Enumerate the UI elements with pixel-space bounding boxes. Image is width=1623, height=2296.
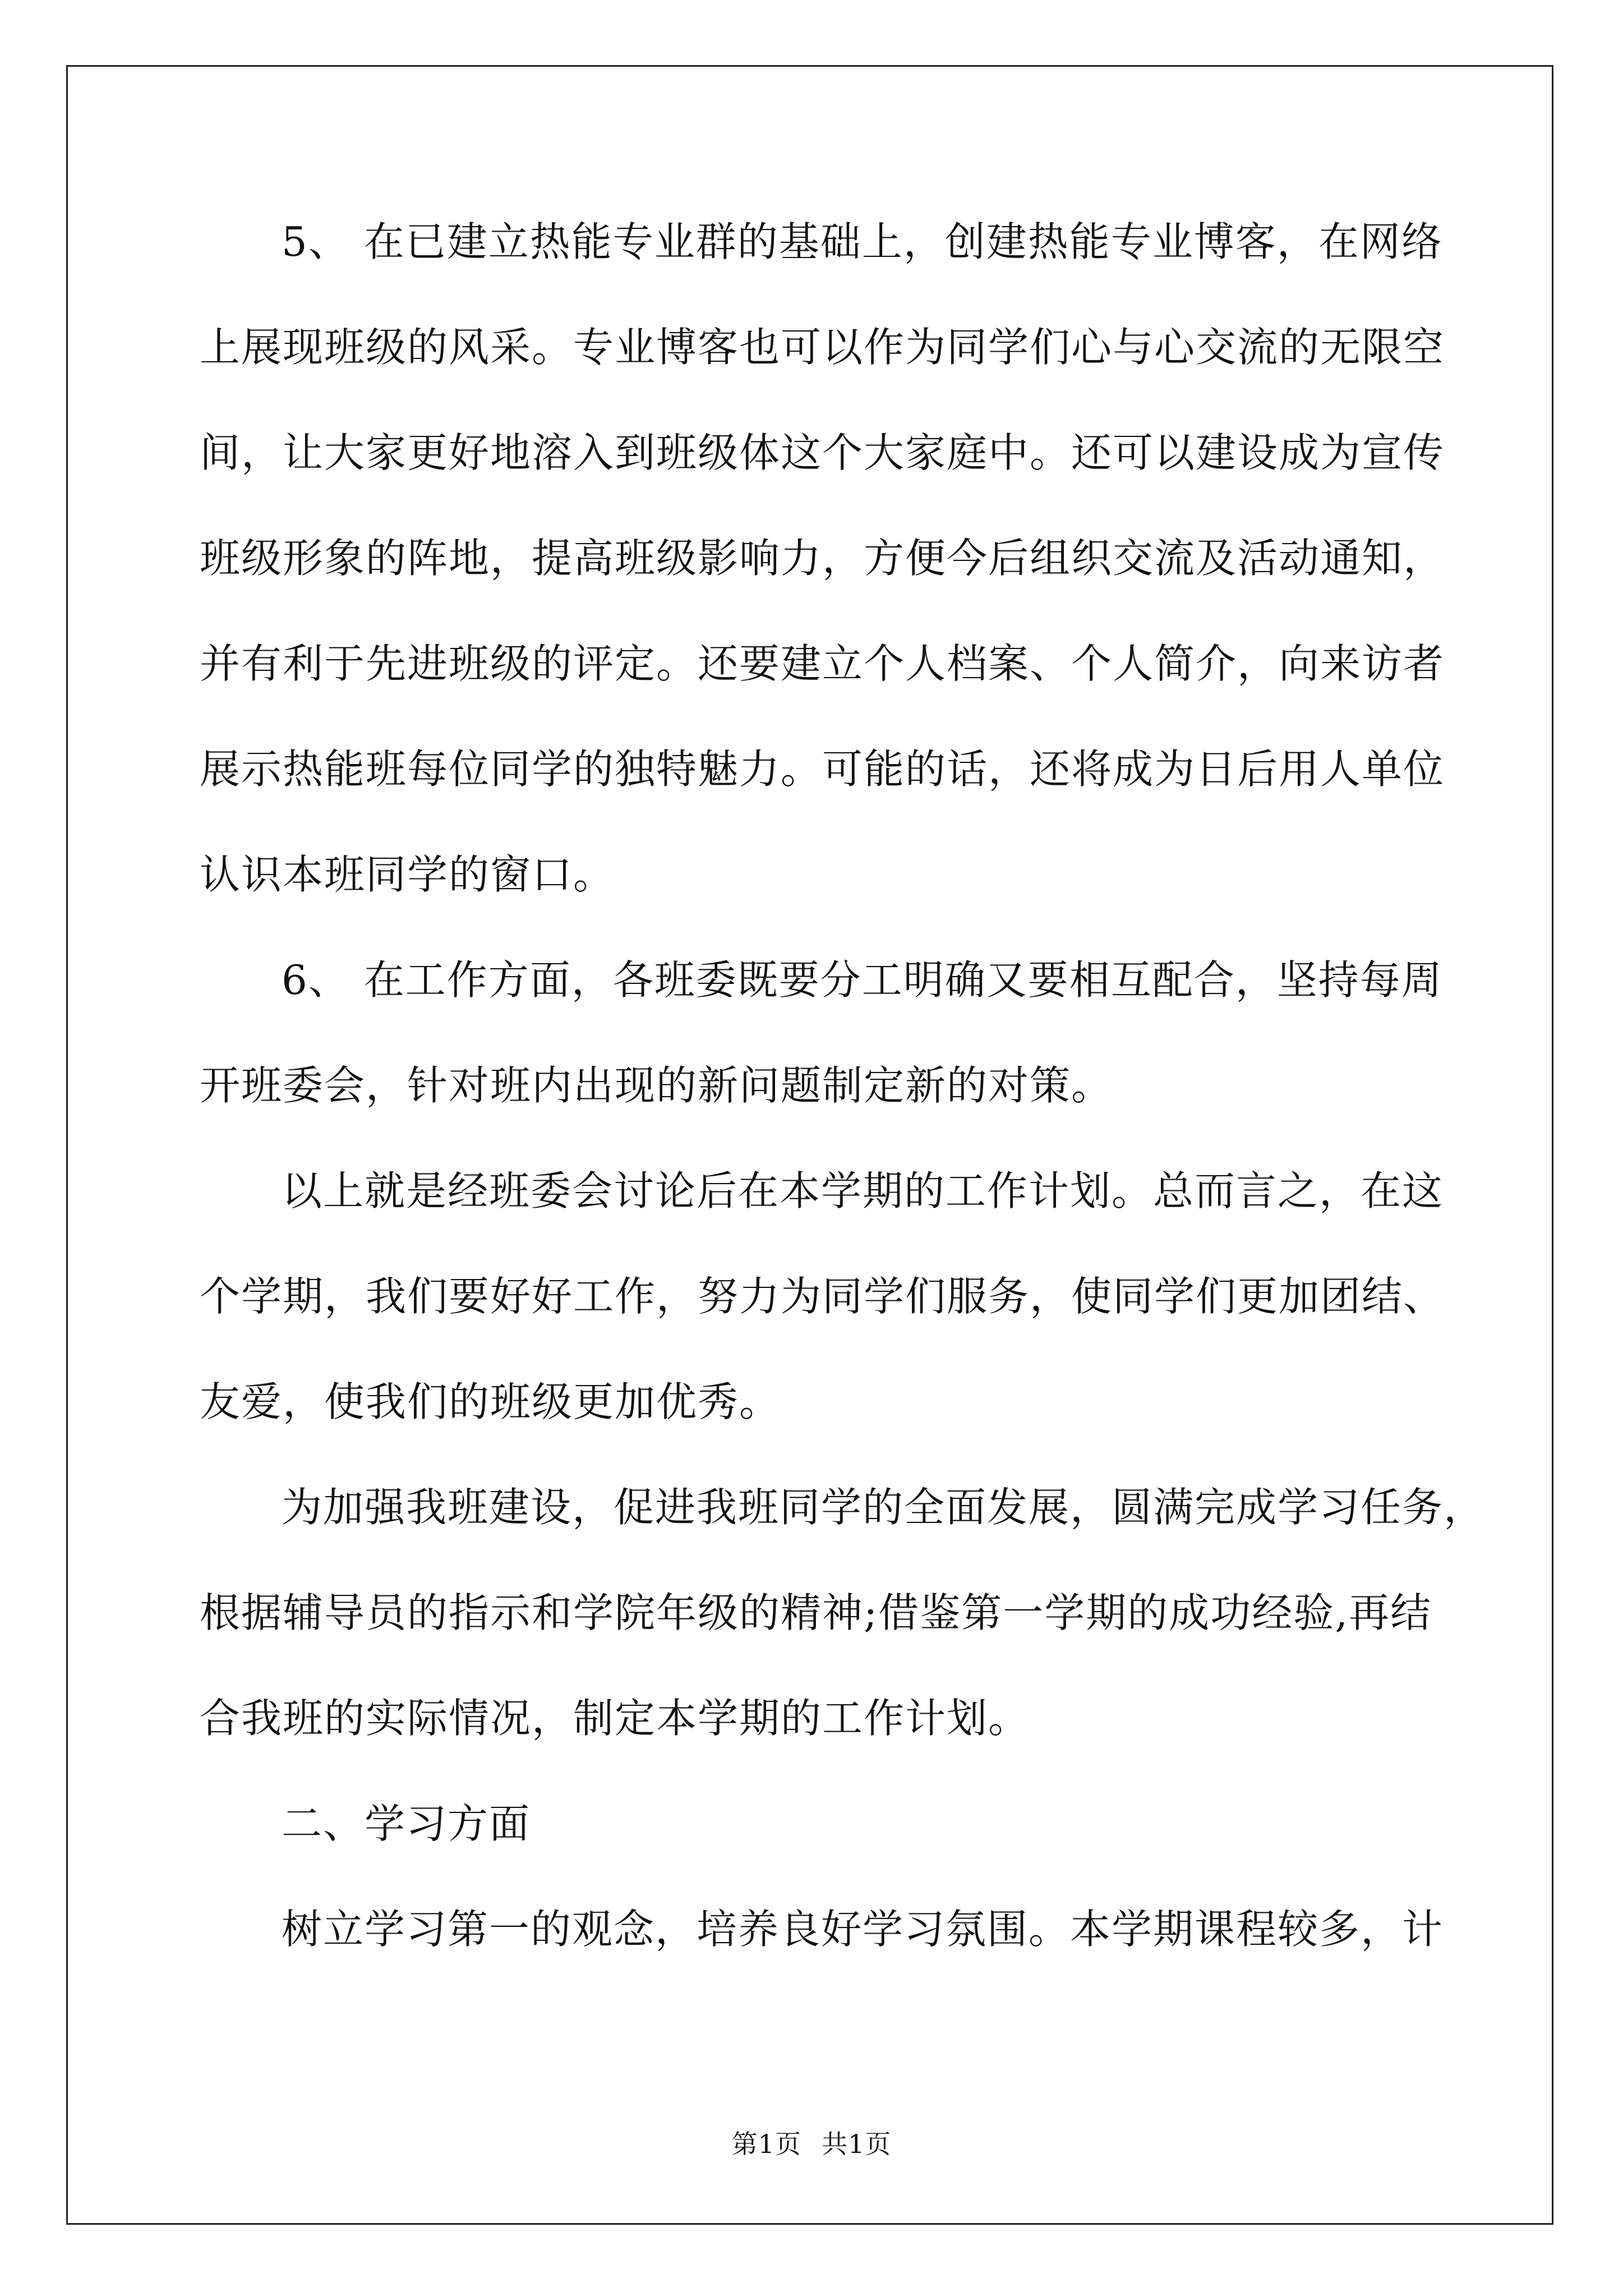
paragraph-line: 为加强我班建设，促进我班同学的全面发展，圆满完成学习任务， xyxy=(282,1484,1486,1531)
section-heading: 二、学习方面 xyxy=(282,1800,531,1847)
page-total: 共1页 xyxy=(822,2129,892,2159)
paragraph-line: 根据辅导员的指示和学院年级的精神;借鉴第一学期的成功经验,再结 xyxy=(200,1589,1432,1636)
paragraph-line: 展示热能班每位同学的独特魅力。可能的话，还将成为日后用人单位 xyxy=(200,746,1445,793)
page-number: 第1页 xyxy=(731,2129,801,2159)
paragraph-line: 5、 在已建立热能专业群的基础上，创建热能专业博客，在网络 xyxy=(282,218,1443,265)
paragraph-line: 班级形象的阵地，提高班级影响力，方便今后组织交流及活动通知， xyxy=(200,535,1445,582)
paragraph-line: 开班委会，针对班内出现的新问题制定新的对策。 xyxy=(200,1062,1113,1109)
page-footer xyxy=(0,2127,1623,2161)
paragraph-line: 间，让大家更好地溶入到班级体这个大家庭中。还可以建设成为宣传 xyxy=(200,429,1445,476)
paragraph-line: 友爱，使我们的班级更加优秀。 xyxy=(200,1378,781,1425)
paragraph-line: 以上就是经班委会讨论后在本学期的工作计划。总而言之，在这 xyxy=(282,1167,1444,1214)
paragraph-line: 个学期，我们要好好工作，努力为同学们服务，使同学们更加团结、 xyxy=(200,1273,1445,1320)
paragraph-line: 并有利于先进班级的评定。还要建立个人档案、个人简介，向来访者 xyxy=(200,640,1445,687)
paragraph-line: 认识本班同学的窗口。 xyxy=(200,851,615,898)
paragraph-line: 合我班的实际情况，制定本学期的工作计划。 xyxy=(200,1695,1030,1742)
paragraph-line: 树立学习第一的观念，培养良好学习氛围。本学期课程较多，计 xyxy=(282,1906,1444,1953)
paragraph-line: 6、 在工作方面，各班委既要分工明确又要相互配合，坚持每周 xyxy=(282,956,1443,1004)
page-border xyxy=(66,65,1553,2225)
paragraph-line: 上展现班级的风采。专业博客也可以作为同学们心与心交流的无限空 xyxy=(200,324,1445,371)
